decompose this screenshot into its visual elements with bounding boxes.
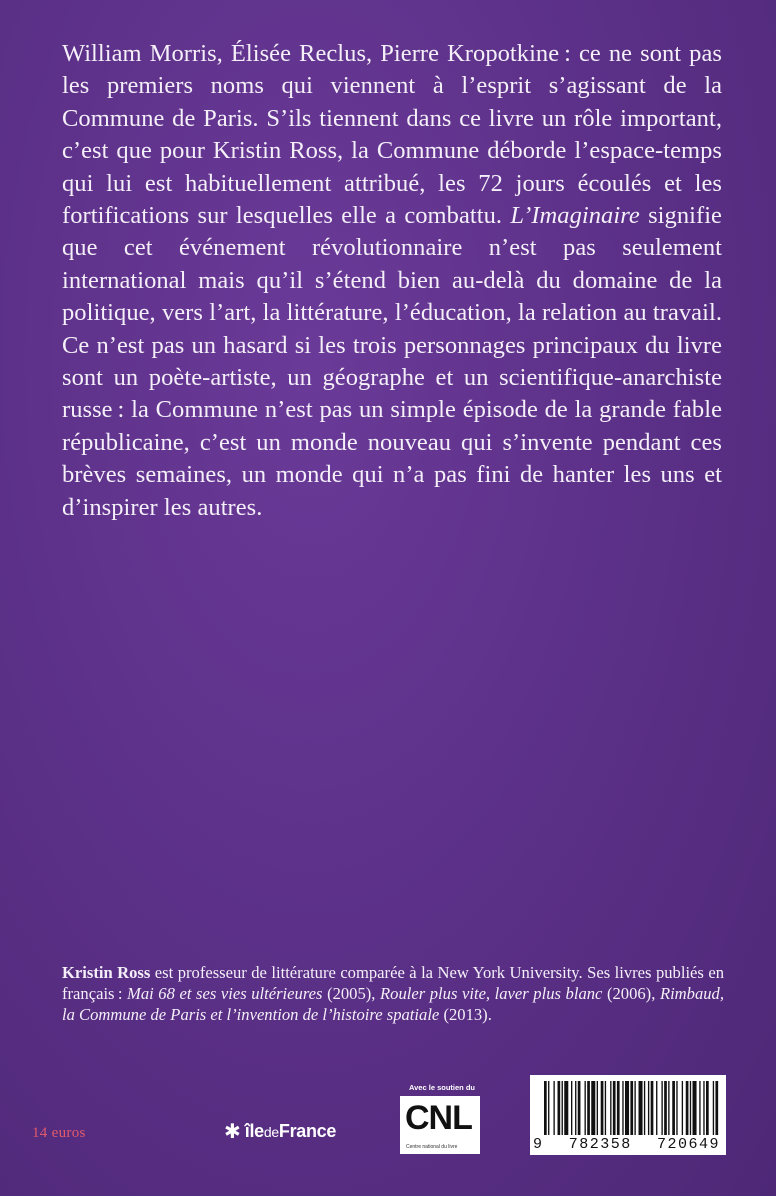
blurb-text-part-2: signifie que cet événement révolutionnaire n’est pas seulement international mais qu’il s’étend bien au-delà du domaine de la politique, vers l’art, la littérature, l’éducation, la relation au travail. Ce n’est pas un hasard si les trois personnages principaux du livre sont un poète-artiste, un géographe et un scientifique-anarchiste russe : la Commune n’est pas un simple épisode de la grande fable républicaine, c’est un monde nouveau qui s’invente pendant ces brèves semaines, un monde qui n’a pas fini de hanter les uns et d’inspirer les autres. <box>62 202 722 521</box>
cnl-caption: Centre national du livre <box>406 1144 458 1150</box>
star-burst-icon: ✱ <box>224 1120 241 1143</box>
author-name: Kristin Ross <box>62 963 151 982</box>
isbn-barcode <box>530 1075 726 1155</box>
barcode-group-1: 782358 <box>568 1136 632 1153</box>
blurb-text-part-1: William Morris, Élisée Reclus, Pierre Kropotkine : ce ne sont pas les premiers noms qui viennent à l’esprit s’agissant de la Commune de Paris. S’ils tiennent dans ce livre un rôle important, c’est que pour Kristin Ross, la Commune déborde l’espace-temps qui lui est habituellement attribué, les 72 jours écoulés et les fortifications sur lesquelles elle a combattu. <box>62 40 722 230</box>
bio-text-4: (2013). <box>439 1005 492 1025</box>
author-bio-text <box>62 962 724 1026</box>
ile-de-france-wordmark: îledeFrance <box>244 1121 337 1141</box>
barcode-bars <box>530 1075 726 1137</box>
cnl-support-text: Avec le soutien du <box>409 1083 475 1092</box>
bio-book-1: Mai 68 et ses vies ultérieures <box>127 984 323 1004</box>
barcode-group-2: 720649 <box>656 1136 720 1153</box>
blurb-text <box>62 38 722 524</box>
bio-text-2: (2005), <box>322 984 381 1004</box>
barcode-digits <box>530 1136 726 1153</box>
ile-de-france-logo <box>224 1121 336 1142</box>
cnl-box <box>400 1096 480 1154</box>
bio-text-3: (2006), <box>602 984 660 1004</box>
bio-book-2: Rouler plus vite, laver plus blanc <box>380 984 603 1004</box>
author-bio <box>62 962 724 1026</box>
blurb-paragraph <box>62 38 722 524</box>
bio-book-3: Rimbaud, la Commune de Paris et l’invention de l’histoire spatiale <box>62 984 725 1025</box>
bio-text-1: est professeur de littérature comparée à la New York University. Ses livres publiés en français : <box>62 963 724 1004</box>
price-label: 14 euros <box>32 1125 86 1141</box>
cnl-logo <box>400 1083 484 1154</box>
cnl-letters: CNL <box>405 1099 472 1137</box>
barcode-first-digit: 9 <box>533 1136 544 1153</box>
book-title-italic: L’Imaginaire <box>510 202 640 230</box>
